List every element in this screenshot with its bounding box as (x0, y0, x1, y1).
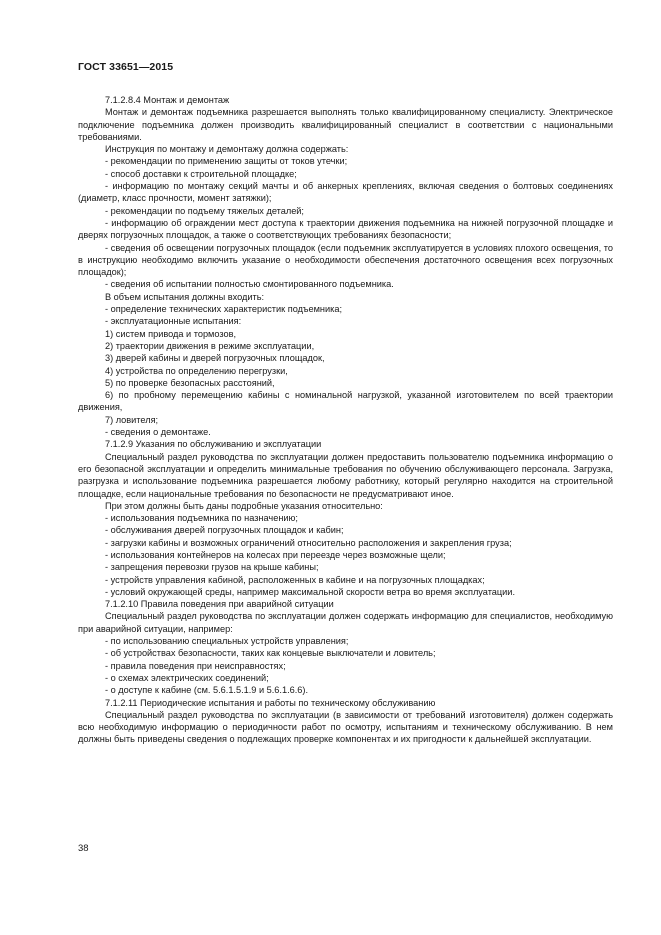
section-heading: 7.1.2.10 Правила поведения при аварийной ситуации (105, 599, 334, 610)
section-heading: 7.1.2.9 Указания по обслуживанию и эксплуатации (105, 439, 322, 450)
list-item: - эксплуатационные испытания: (105, 316, 242, 327)
list-item: - определение технических характеристик подъемника; (105, 304, 343, 315)
list-item: - обслуживания дверей погрузочных площадок и кабин; (105, 525, 344, 536)
paragraph: При этом должны быть даны подробные указания относительно: (105, 500, 383, 511)
list-item: - использования подъемника по назначению; (105, 513, 298, 524)
list-item: - по использованию специальных устройств управления; (105, 636, 349, 647)
numbered-item: 5) по проверке безопасных расстояний, (105, 377, 275, 388)
paragraph: Специальный раздел руководства по эксплуатации должен предоставить пользователю подъемника информацию о его безопасной эксплуатации и определить минимальные требования по обучению обслуживающего персонала. Загрузка, разгрузка и использование подъемника разрешается любому работнику, который регулярно находится на строительной площадке, если национальные требования по безопасности не предусматривают иное. (78, 451, 613, 499)
section-heading: 7.1.2.11 Периодические испытания и работы по техническому обслуживанию (105, 697, 436, 708)
numbered-item: 1) систем привода и тормозов, (105, 328, 237, 339)
list-item: - правила поведения при неисправностях; (105, 660, 286, 671)
list-item: - рекомендации по подъему тяжелых деталей; (105, 205, 304, 216)
numbered-item: 2) траектории движения в режиме эксплуатации, (105, 340, 315, 351)
paragraph: Монтаж и демонтаж подъемника разрешается выполнять только квалифицированному специалисту. Электрическое подключение подъемника должен производить квалифицированный специалист в соответствии с национальными требованиями. (78, 107, 613, 142)
list-item: - сведения об освещении погрузочных площадок (если подъемник эксплуатируется в условиях плохого освещения, то в инструкцию необходимо включить указание о необходимости обеспечения достаточного освещения всех погрузочных площадок); (78, 242, 613, 278)
document-body (78, 94, 613, 746)
list-item: - условий окружающей среды, например максимальной скорости ветра во время эксплуатации. (105, 586, 515, 597)
numbered-item: 6) по пробному перемещению кабины с номинальной нагрузкой, указанной изготовителем по всей траектории движения, (78, 390, 613, 413)
numbered-item: 4) устройства по определению перегрузки, (105, 365, 288, 376)
list-item: - использования контейнеров на колесах при переезде через возможные щели; (105, 549, 446, 560)
document-header: ГОСТ 33651—2015 (78, 61, 174, 73)
paragraph: Инструкция по монтажу и демонтажу должна содержать: (105, 144, 349, 155)
list-item: - информацию об ограждении мест доступа к траектории движения подъемника на нижней погрузочной площадке и дверях погрузочных площадок, а также о соответствующих требованиях безопасности; (78, 217, 613, 241)
paragraph: В объем испытания должны входить: (105, 291, 265, 302)
numbered-item: 7) ловителя; (105, 414, 159, 425)
list-item: - сведения о демонтаже. (105, 427, 211, 438)
list-item: - способ доставки к строительной площадке; (105, 168, 297, 179)
list-item: - запрещения перевозки грузов на крыше кабины; (105, 562, 319, 573)
paragraph: Специальный раздел руководства по эксплуатации должен содержать информацию для специалистов, необходимую при аварийной ситуации, например: (78, 611, 613, 634)
list-item: - информацию по монтажу секций мачты и об анкерных креплениях, включая сведения о болтовых соединениях (диаметр, класс прочности, момент затяжки); (78, 181, 613, 204)
page-number: 38 (78, 843, 89, 854)
list-item: - устройств управления кабиной, расположенных в кабине и на погрузочных площадках; (105, 574, 485, 585)
list-item: - о доступе к кабине (см. 5.6.1.5.1.9 и 5.6.1.6.6). (105, 685, 309, 696)
list-item: - сведения об испытании полностью смонтированного подъемника. (105, 279, 394, 290)
list-item: - загрузки кабины и возможных ограничений относительно расположения и закрепления груза; (105, 537, 512, 548)
numbered-item: 3) дверей кабины и дверей погрузочных площадок, (105, 353, 325, 364)
list-item: - о схемах электрических соединений; (105, 672, 269, 683)
section-heading: 7.1.2.8.4 Монтаж и демонтаж (105, 95, 230, 105)
paragraph: Специальный раздел руководства по эксплуатации (в зависимости от требований изготовителя) должен содержать всю необходимую информацию о периодичности работ по осмотру, испытаниям и техническому обслуживанию. В нем должны быть приведены сведения о подлежащих проверке компонентах и их пригодности к дальнейшей эксплуатации. (78, 709, 613, 745)
list-item: - рекомендации по применению защиты от токов утечки; (105, 156, 348, 167)
list-item: - об устройствах безопасности, таких как концевые выключатели и ловитель; (105, 648, 436, 659)
